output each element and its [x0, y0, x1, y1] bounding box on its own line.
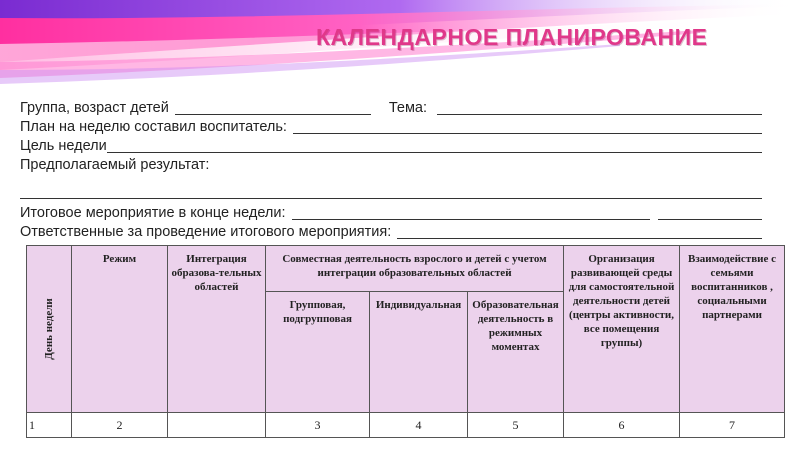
col-joint-header: Совместная деятельность взрослого и детей с учетом интеграции образовательных областей	[266, 246, 564, 292]
responsible-label: Ответственные за проведение итогового мероприятия:	[20, 224, 392, 240]
final-event-field[interactable]	[292, 205, 650, 220]
final-event-date-field[interactable]	[658, 205, 763, 220]
table-cell[interactable]: 3	[266, 413, 370, 438]
theme-field[interactable]	[437, 100, 762, 115]
sub-individual-header: Индивидуальная	[370, 292, 468, 413]
col-day-label: День недели	[43, 298, 55, 360]
table-cell[interactable]: 2	[72, 413, 168, 438]
plan-author-row	[20, 117, 762, 136]
sub-regime-moments-header: Образовательная деятельность в режимных моментах	[468, 292, 564, 413]
group-field[interactable]	[175, 100, 371, 115]
responsible-field[interactable]	[397, 224, 762, 239]
final-event-label: Итоговое мероприятие в конце недели:	[20, 205, 286, 221]
table-row	[27, 413, 785, 438]
col-regime-header: Режим	[72, 246, 168, 413]
result-row	[20, 155, 762, 174]
plan-author-label: План на неделю составил воспитатель:	[20, 119, 287, 135]
theme-label: Тема:	[388, 100, 428, 116]
col-environment-header: Организация развивающей среды для самостоятельной деятельности детей (центры активности, все помещения группы)	[564, 246, 680, 413]
plan-author-field[interactable]	[293, 119, 762, 134]
group-row	[20, 98, 762, 117]
result-field[interactable]	[20, 181, 762, 199]
final-event-row	[20, 203, 762, 222]
responsible-row	[20, 222, 762, 241]
col-day-header	[27, 246, 72, 413]
planning-table	[26, 245, 785, 438]
page-title: КАЛЕНДАРНОЕ ПЛАНИРОВАНИЕ	[316, 24, 708, 50]
table-cell[interactable]: 5	[468, 413, 564, 438]
goal-label: Цель недели	[20, 138, 107, 154]
table-cell[interactable]: 4	[370, 413, 468, 438]
table-cell[interactable]	[168, 413, 266, 438]
table-cell[interactable]: 1	[27, 413, 72, 438]
table-cell[interactable]: 7	[680, 413, 785, 438]
table-cell[interactable]: 6	[564, 413, 680, 438]
goal-field[interactable]	[107, 138, 762, 153]
col-family-header: Взаимодействие с семьями воспитанников , социальными партнерами	[680, 246, 785, 413]
plan-form	[20, 98, 762, 241]
sub-group-header: Групповая, подгрупповая	[266, 292, 370, 413]
group-label: Группа, возраст детей	[20, 100, 169, 116]
goal-row	[20, 136, 762, 155]
table-header-row	[27, 246, 785, 292]
col-integration-header: Интеграция образова-тельных областей	[168, 246, 266, 413]
result-label: Предполагаемый результат:	[20, 157, 210, 173]
